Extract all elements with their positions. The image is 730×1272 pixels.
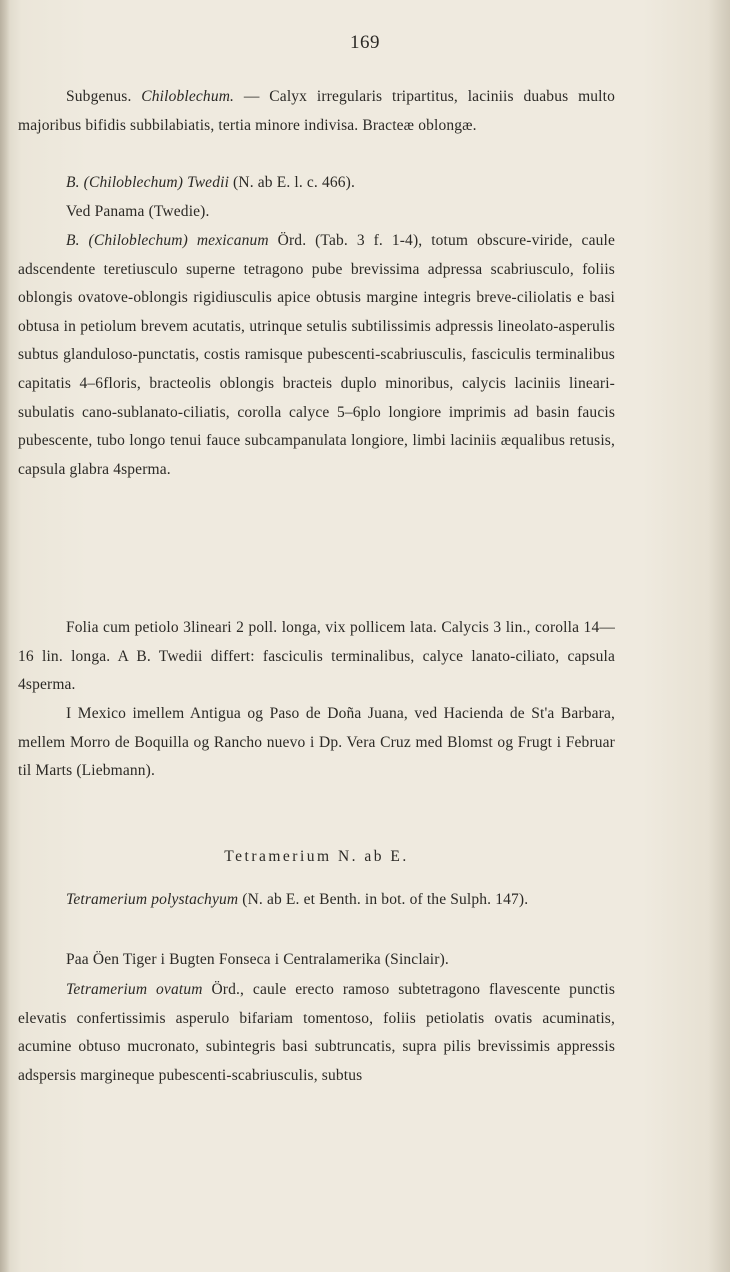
species-name-ovatum: Tetramerium ovatum [66, 981, 203, 998]
locality-panama: Ved Panama (Twedie). [66, 203, 210, 220]
dimensions-paragraph: Folia cum petiolo 3lineari 2 poll. longa, vix pollicem lata. Calycis 3 lin., corolla 14—16 lin. longa. A B. Twedii differt: fasciculis terminalibus, calyce lanato-ciliato, capsula 4sperma. [18, 619, 615, 694]
species-ovatum-description [18, 976, 615, 1090]
genus-heading-tetramerium: Tetramerium N. ab E. [224, 848, 409, 865]
page-number: 169 [350, 32, 380, 53]
species-text-ovatum: Örd., caule erecto ramoso subtetragono flavescente punctis elevatis confertissimis asperulo bifariam tomentoso, foliis petiolatis ovatis acuminatis, acumine obtuso mucronato, subintegris basi subtruncatis, supra pilis brevissimis appressis adspersis margineque pubescenti-scabriusculis, subtus [18, 981, 615, 1084]
locality-mexico: I Mexico imellem Antigua og Paso de Doña Juana, ved Hacienda de St'a Barbara, mellem Morro de Boquilla og Rancho nuevo i Dp. Vera Cruz med Blomst og Frugt i Februar til Marts (Liebmann). [18, 705, 615, 780]
species-twedii-heading [18, 169, 615, 198]
subgenus-description: — Calyx irregularis tripartitus, laciniis duabus multo majoribus bifidis subbilabiatis, tertia minore indivisa. Bracteæ oblongæ. [18, 88, 615, 134]
species-name-twedii: B. (Chiloblechum) Twedii [66, 174, 230, 191]
species-mexicanum-description [18, 227, 615, 484]
species-citation-twedii: (N. ab E. l. c. 466). [229, 174, 356, 191]
species-name-polystachyum: Tetramerium polystachyum [66, 891, 239, 908]
locality-tiger-island: Paa Öen Tiger i Bugten Fonseca i Centralamerika (Sinclair). [66, 951, 449, 968]
subgenus-paragraph [18, 83, 615, 140]
subgenus-label: Subgenus. [66, 88, 142, 105]
species-polystachyum-heading [18, 886, 615, 915]
species-name-mexicanum: B. (Chiloblechum) mexicanum [66, 232, 269, 249]
species-text-mexicanum: Örd. (Tab. 3 f. 1-4), totum obscure-viride, caule adscendente teretiusculo superne tetragono pube brevissima adpressa scabriusculo, foliis oblongis ovatove-oblongis rigidiusculis apice obtusis margine integris breve-ciliolatis e basi obtusa in petiolum brevem acutatis, utrinque setulis subtilissimis adpressis lineolato-asperulis subtus glanduloso-punctatis, costis ramisque pubescenti-scabriusculis, fasciculis terminalibus capitatis 4–6floris, bracteolis oblongis bracteis duplo minoribus, calycis laciniis lineari-subulatis cano-sublanato-ciliatis, corolla calyce 5–6plo longiore imprimis ad basin faucis pubescente, tubo longo tenui fauce subcampanulata longiore, limbi laciniis æqualibus retusis, capsula glabra 4sperma. [18, 232, 615, 478]
subgenus-name: Chiloblechum. [141, 88, 235, 105]
page-edge-shadow [0, 0, 10, 1272]
species-citation-polystachyum: (N. ab E. et Benth. in bot. of the Sulph. 147). [238, 891, 529, 908]
